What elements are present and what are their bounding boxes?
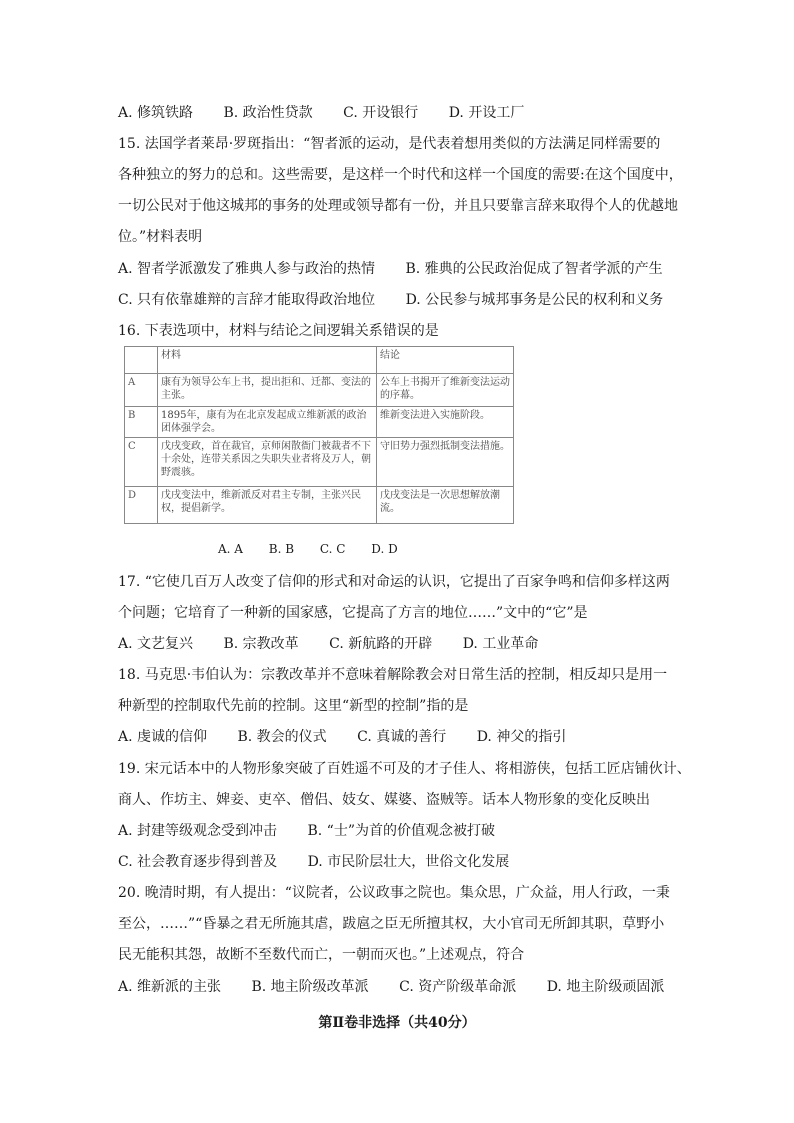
q14-option-a: A. 修筑铁路 [118, 105, 194, 121]
q20-option-d: D. 地主阶级顽固派 [546, 979, 665, 995]
q17-option-c: C. 新航路的开辟 [329, 636, 433, 652]
q19-option-a: A. 封建等级观念受到冲击 [118, 823, 278, 839]
row-label: A [125, 374, 158, 407]
q19-options-row-2 [118, 853, 535, 871]
q18-stem-line-2: 种新型的控制取代先前的控制。这里“新型的控制”指的是 [118, 698, 469, 714]
q19-stem-line-1: 19. 宋元话本中的人物形象突破了百姓遥不可及的才子佳人、将相游侠，包括工匠店铺伙计、 [118, 761, 691, 777]
q16-options [218, 542, 420, 556]
q20-option-a: A. 维新派的主张 [118, 979, 222, 995]
row-label: C [125, 438, 158, 487]
row-conclusion: 维新变法进入实施阶段。 [377, 407, 514, 438]
q17-stem-line-2: 个问题；它培育了一种新的国家感，它提高了方言的地位……”文中的“它”是 [118, 605, 588, 621]
q18-stem-line-1: 18. 马克思·韦伯认为：宗教改革并不意味着解除教会对日常生活的控制，相反却只是用一 [118, 667, 668, 683]
q19-option-b: B. “士”为首的价值观念被打破 [307, 823, 495, 839]
q17-stem-line-1: 17. “它使几百万人改变了信仰的形式和对命运的认识，它提出了百家争鸣和信仰多样这两 [118, 574, 670, 590]
table-header-cell: 材料 [158, 347, 377, 374]
q15-option-d: D. 公民参与城邦事务是公民的权利和义务 [405, 292, 664, 308]
q15-stem-line-1: 15. 法国学者莱昂·罗斑指出：“智者派的运动，是代表着想用类似的方法满足同样需要的 [118, 136, 661, 152]
q20-options [118, 978, 690, 996]
row-material: 1895年，康有为在北京发起成立维新派的政治团体强学会。 [158, 407, 377, 438]
row-material: 戊戌变政，首在裁官，京师闲散衙门被裁者不下十余处，连带关系因之失职失业者将及万人，朝野震骇。 [158, 438, 377, 487]
row-conclusion: 守旧势力强烈抵制变法措施。 [377, 438, 514, 487]
table-row [125, 487, 514, 524]
row-material: 戊戌变法中，维新派反对君主专制，主张兴民权，提倡新学。 [158, 487, 377, 524]
q14-options [118, 104, 550, 122]
row-conclusion: 戊戌变法是一次思想解放潮流。 [377, 487, 514, 524]
q18-options [118, 728, 592, 746]
row-conclusion: 公车上书揭开了维新变法运动的序幕。 [377, 374, 514, 407]
q15-stem-line-4: 位。”材料表明 [118, 229, 203, 245]
q18-option-c: C. 真诚的善行 [357, 729, 447, 745]
q15-stem-line-2: 各种独立的努力的总和。这些需要，是这样一个时代和这样一个国度的需要:在这个国度中， [118, 167, 683, 183]
table-header-cell [125, 347, 158, 374]
q15-option-c: C. 只有依靠雄辩的言辞才能取得政治地位 [118, 292, 376, 308]
q19-options-row-1 [118, 822, 521, 840]
q17-option-a: A. 文艺复兴 [118, 636, 194, 652]
q20-option-c: C. 资产阶级革命派 [399, 979, 517, 995]
q20-stem-line-1: 20. 晚清时期，有人提出：“议院者，公议政事之院也。集众思，广众益，用人行政，一秉 [118, 885, 670, 901]
q19-option-d: D. 市民阶层壮大，世俗文化发展 [307, 854, 510, 870]
q15-options-row-1 [118, 260, 689, 278]
q16-option-c: C. C [319, 542, 346, 556]
row-label: B [125, 407, 158, 438]
q16-stem: 16. 下表选项中，材料与结论之间逻辑关系错误的是 [118, 323, 439, 339]
table-row [125, 374, 514, 407]
row-label: D [125, 487, 158, 524]
q17-option-d: D. 工业革命 [462, 636, 539, 652]
q15-options-row-2 [118, 291, 689, 309]
section-title: 第Ⅱ卷非选择（共40分） [318, 1015, 476, 1031]
q15-option-a: A. 智者学派激发了雅典人参与政治的热情 [118, 261, 376, 277]
table-row [125, 438, 514, 487]
q20-stem-line-3: 民无能积其怨，故断不至数代而亡，一朝而灭也。”上述观点，符合 [118, 947, 525, 963]
table-header-cell: 结论 [377, 347, 514, 374]
q15-stem-line-3: 一切公民对于他这城邦的事务的处理或领导都有一份，并且只要靠言辞来取得个人的优越地 [118, 198, 678, 214]
q14-option-c: C. 开设银行 [343, 105, 419, 121]
q15-option-b: B. 雅典的公民政治促成了智者学派的产生 [405, 261, 663, 277]
q18-option-b: B. 教会的仪式 [237, 729, 327, 745]
q17-options [118, 635, 564, 653]
q16-option-b: B. B [268, 542, 295, 556]
q17-option-b: B. 宗教改革 [223, 636, 299, 652]
row-material: 康有为领导公车上书，提出拒和、迁都、变法的主张。 [158, 374, 377, 407]
q18-option-d: D. 神父的指引 [476, 729, 567, 745]
q20-option-b: B. 地主阶级改革派 [251, 979, 369, 995]
table-row [125, 407, 514, 438]
q19-stem-line-2: 商人、作坊主、婢妾、吏卒、僧侣、妓女、媒婆、盗贼等。话本人物形象的变化反映出 [118, 792, 650, 808]
table-header-row [125, 347, 514, 374]
q14-option-d: D. 开设工厂 [448, 105, 525, 121]
q20-stem-line-2: 至公，……”“昏暴之君无所施其虐，跋扈之臣无所擅其权，大小官司无所卸其职，草野小 [118, 916, 665, 932]
q18-option-a: A. 虔诚的信仰 [118, 729, 208, 745]
q14-option-b: B. 政治性贷款 [223, 105, 313, 121]
q16-table [124, 346, 514, 524]
q16-option-d: D. D [371, 542, 398, 556]
q19-option-c: C. 社会教育逐步得到普及 [118, 854, 278, 870]
q16-option-a: A. A [218, 542, 243, 556]
